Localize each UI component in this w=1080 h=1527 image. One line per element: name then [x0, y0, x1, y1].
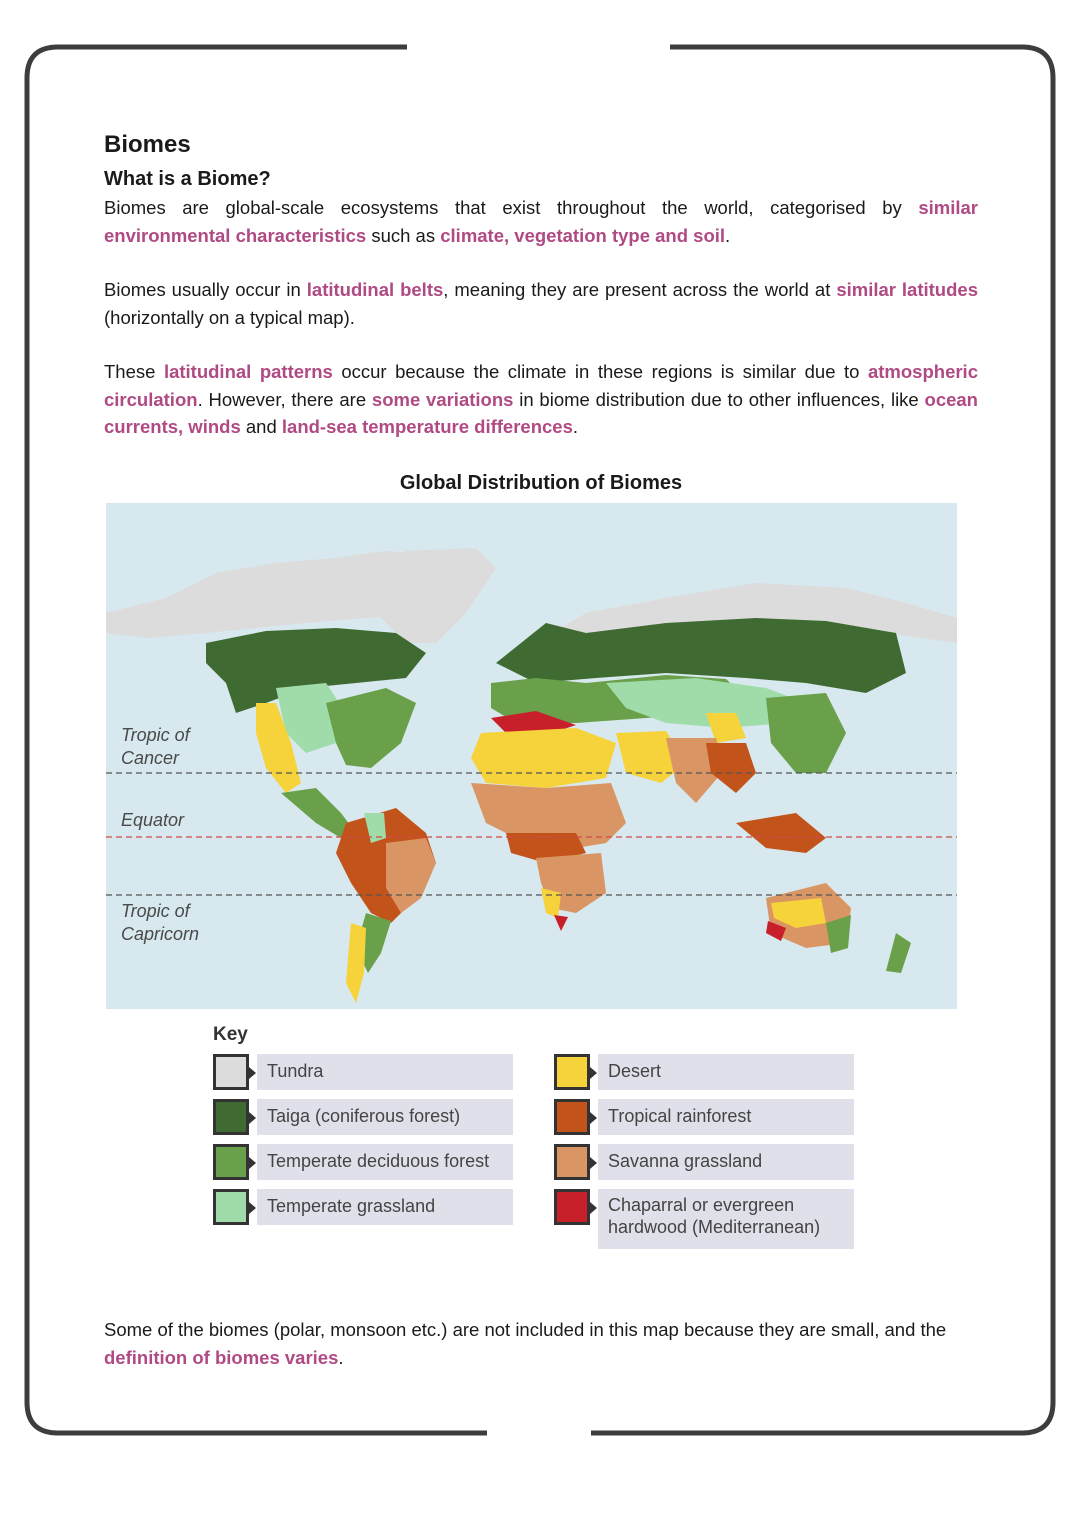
paragraph-definition: Biomes are global-scale ecosystems that exist throughout the world, categorised by similar environmental characteristics such as climate, vegetation type and soil.	[104, 197, 978, 246]
key-swatch	[554, 1144, 590, 1180]
key-label: Chaparral or evergreen hardwood (Mediterranean)	[598, 1189, 854, 1249]
map-title: Global Distribution of Biomes	[399, 472, 683, 494]
deciduous-north-america	[326, 688, 416, 768]
key-label: Desert	[598, 1054, 854, 1090]
key-swatch	[554, 1099, 590, 1135]
paragraph-footnote: Some of the biomes (polar, monsoon etc.) are not included in this map because they are small, and the definition of biomes varies.	[104, 1319, 947, 1368]
page-title: Biomes	[104, 131, 191, 158]
key-swatch	[213, 1099, 249, 1135]
world-map-graphic	[106, 503, 957, 1009]
key-label: Tundra	[257, 1054, 513, 1090]
rainforest-south-asia	[706, 743, 756, 793]
biome-map	[106, 503, 957, 1009]
deciduous-new-zealand	[886, 933, 911, 973]
deciduous-east-asia	[766, 693, 846, 773]
desert-north-africa	[471, 728, 616, 788]
paragraph-latitudinal-belts: Biomes usually occur in latitudinal belts, meaning they are present across the world at similar latitudes (horizontally on a typical map).	[104, 279, 978, 328]
map-key	[213, 1024, 863, 1264]
key-title: Key	[213, 1024, 248, 1045]
key-swatch	[554, 1189, 590, 1225]
chaparral-south-africa	[554, 915, 568, 931]
key-label: Temperate grassland	[257, 1189, 513, 1225]
section-heading: What is a Biome?	[104, 168, 271, 190]
key-label: Taiga (coniferous forest)	[257, 1099, 513, 1135]
rainforest-southeast-asia	[736, 813, 826, 853]
key-label: Tropical rainforest	[598, 1099, 854, 1135]
key-swatch	[213, 1189, 249, 1225]
main-content	[104, 130, 978, 468]
label-equator: Equator	[121, 810, 185, 830]
key-swatch	[554, 1054, 590, 1090]
paragraph-patterns: These latitudinal patterns occur because the climate in these regions is similar due to atmospheric circulation. However, there are some variations in biome distribution due to other influences, like ocean currents, winds and land-sea temperature differences.	[104, 361, 978, 437]
desert-south-africa	[541, 888, 561, 918]
key-label: Savanna grassland	[598, 1144, 854, 1180]
key-swatch	[213, 1144, 249, 1180]
desert-south-america	[346, 923, 366, 1003]
label-tropic-of-capricorn: Tropic of Capricorn	[121, 901, 200, 944]
key-label: Temperate deciduous forest	[257, 1144, 513, 1180]
key-swatch	[213, 1054, 249, 1090]
label-tropic-of-cancer: Tropic of Cancer	[121, 725, 190, 768]
